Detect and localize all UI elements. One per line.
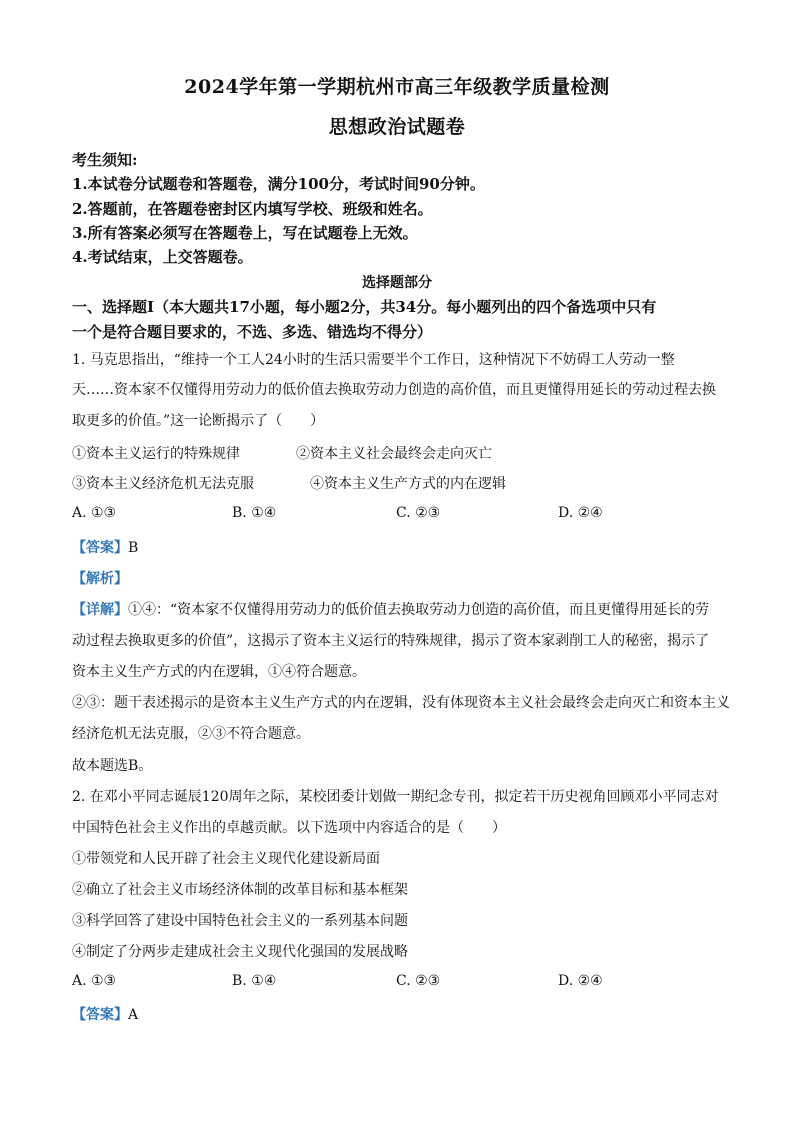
question-1-detail-line: ②③：题干表述揭示的是资本主义生产方式的内在逻辑，没有体现资本主义社会最终会走向灭亡和资本主义 [72,695,730,711]
option-b: B. ①④ [232,505,277,521]
option-a: A. ①③ [72,505,117,521]
question-1-stem: 取更多的价值。”这一论断揭示了（ ） [72,413,325,429]
option-a: A. ①③ [72,973,117,989]
question-1-detail-line: 经济危机无法克服，②③不符合题意。 [72,726,310,742]
notice-heading: 考生须知: [72,151,138,169]
question-1-answer [72,537,138,557]
question-1-stem: 天……资本家不仅懂得用劳动力的低价值去换取劳动力创造的高价值，而且更懂得用延长的劳动过程去换 [72,382,716,398]
option-d: D. ②④ [558,505,603,521]
section-title: 选择题部分 [362,275,432,291]
statement: ③资本主义经济危机无法克服 [72,476,254,492]
question-2-stem: 中国特色社会主义作出的卓越贡献。以下选项中内容适合的是（ ） [72,820,506,836]
statement: ①带领党和人民开辟了社会主义现代化建设新局面 [72,851,380,867]
answer-tag: 【答案】 [72,540,128,556]
question-1-detail-line: 资本主义生产方式的内在逻辑，①④符合题意。 [72,664,366,680]
page-subtitle: 思想政治试题卷 [328,116,466,138]
statement: ④制定了分两步走建成社会主义现代化强国的发展战略 [72,944,408,960]
question-1-detail [72,599,709,619]
answer-value: A [128,1007,139,1023]
option-d: D. ②④ [558,973,603,989]
option-c: C. ②③ [396,973,441,989]
question-1-conclusion: 故本题选B。 [72,758,153,774]
question-2-stem: 2. 在邓小平同志诞辰120周年之际，某校团委计划做一期纪念专刊，拟定若干历史视角回顾邓小平同志对 [72,789,719,805]
question-1-detail-line: 动过程去换取更多的价值”，这揭示了资本主义运行的特殊规律，揭示了资本家剥削工人的秘密，揭示了 [72,633,710,649]
statement: ①资本主义运行的特殊规律 [72,446,240,462]
analysis-tag: 【解析】 [72,571,128,587]
question-2-answer [72,1004,138,1024]
section-intro: 一、选择题Ⅰ（本大题共17小题，每小题2分，共34分。每小题列出的四个备选项中只有 [72,298,657,316]
page-title: 2024学年第一学期杭州市高三年级教学质量检测 [184,76,610,98]
notice-item: 3.所有答案必须写在答题卷上，写在试题卷上无效。 [72,224,418,242]
question-1-stem: 1. 马克思指出，“维持一个工人24小时的生活只需要半个工作日，这种情况下不妨碍工人劳动一整 [72,352,675,368]
option-b: B. ①④ [232,973,277,989]
answer-value: B [128,540,139,556]
statement: ②确立了社会主义市场经济体制的改革目标和基本框架 [72,882,408,898]
answer-tag: 【答案】 [72,1007,128,1023]
detail-text: ①④：“资本家不仅懂得用劳动力的低价值去换取劳动力创造的高价值，而且更懂得用延长的劳 [128,602,710,618]
statement: ③科学回答了建设中国特色社会主义的一系列基本问题 [72,913,408,929]
notice-item: 2.答题前，在答题卷密封区内填写学校、班级和姓名。 [72,200,433,218]
statement: ④资本主义生产方式的内在逻辑 [310,476,506,492]
statement: ②资本主义社会最终会走向灭亡 [296,446,492,462]
question-1-analysis [72,568,128,588]
option-c: C. ②③ [396,505,441,521]
notice-item: 4.考试结束，上交答题卷。 [72,248,253,266]
detail-tag: 【详解】 [72,602,128,618]
section-intro: 一个是符合题目要求的，不选、多选、错选均不得分） [72,323,433,341]
notice-item: 1.本试卷分试题卷和答题卷，满分100分，考试时间90分钟。 [72,175,485,193]
